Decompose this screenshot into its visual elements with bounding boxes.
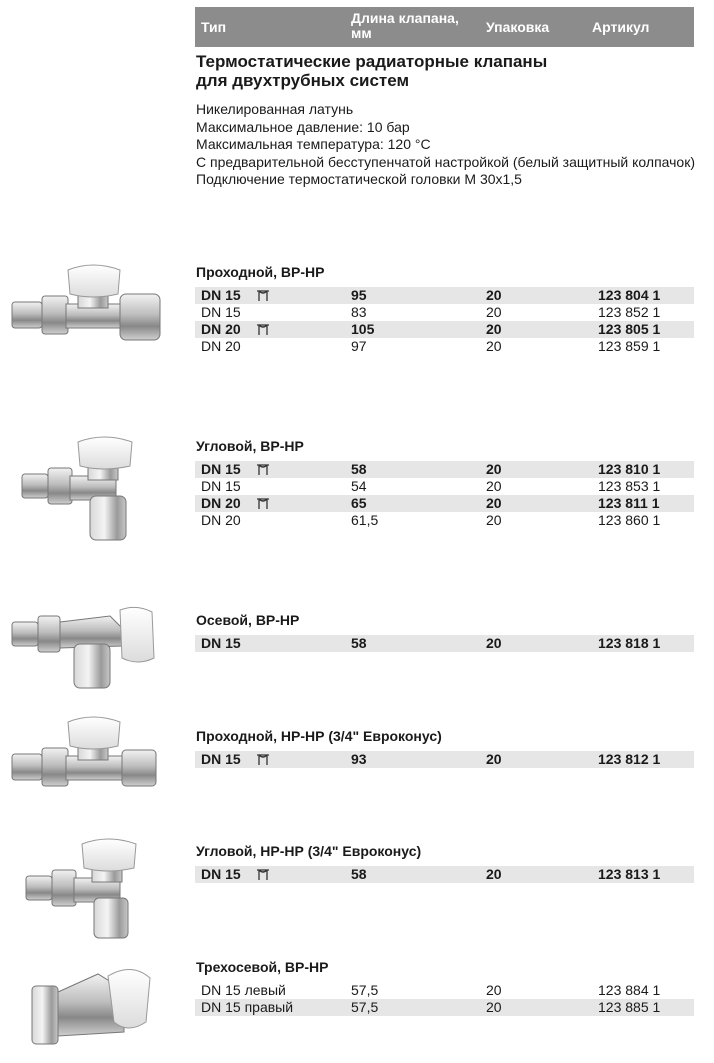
table-row	[195, 635, 694, 652]
table-row	[195, 866, 694, 883]
section-straight-nr-nr	[195, 727, 694, 768]
cell-length: 54	[351, 478, 367, 494]
section-three-axis-vr-nr	[195, 958, 694, 1016]
table-row	[195, 999, 694, 1016]
table-row	[195, 478, 694, 495]
cell-dn: DN 15 правый	[201, 999, 294, 1015]
section-title: Угловой, ВР-НР	[196, 438, 304, 454]
cell-article: 123 853 1	[598, 478, 661, 494]
cell-article: 123 804 1	[598, 287, 661, 303]
angle-valve-image	[18, 432, 148, 544]
section-angle-nr-nr	[195, 842, 694, 883]
header-type: Тип	[201, 19, 227, 35]
cell-article: 123 813 1	[598, 866, 661, 882]
service-kit-icon	[256, 323, 270, 336]
cell-package: 20	[486, 495, 502, 511]
service-kit-icon	[256, 289, 270, 302]
cell-article: 123 852 1	[598, 304, 661, 320]
service-kit-icon	[256, 753, 270, 766]
cell-package: 20	[486, 751, 502, 767]
cell-article: 123 860 1	[598, 512, 661, 528]
spec-line: С предварительной бесступенчатой настройкой (белый защитный колпачок)	[196, 153, 695, 170]
table-row	[195, 982, 694, 999]
service-kit-icon	[256, 463, 270, 476]
cell-length: 58	[351, 635, 367, 651]
cell-dn: DN 15	[201, 304, 241, 320]
cell-dn: DN 20	[201, 321, 241, 337]
cell-dn: DN 20	[201, 338, 241, 354]
three-axis-valve-image	[28, 962, 158, 1062]
service-kit-icon	[256, 868, 270, 881]
cell-article: 123 805 1	[598, 321, 661, 337]
table-row	[195, 751, 694, 768]
header-package: Упаковка	[486, 19, 550, 35]
spec-line: Максимальное давление: 10 бар	[196, 118, 410, 135]
spec-line: Максимальная температура: 120 °C	[196, 136, 431, 152]
section-angle-vr-nr	[195, 437, 694, 529]
cell-package: 20	[486, 635, 502, 651]
cell-package: 20	[486, 338, 502, 354]
table-row	[195, 338, 694, 355]
cell-dn: DN 15	[201, 461, 241, 477]
cell-dn: DN 20	[201, 512, 241, 528]
cell-length: 57,5	[351, 982, 379, 998]
section-title: Угловой, НР-НР (3/4" Евроконус)	[196, 843, 422, 859]
section-straight-vr-nr	[195, 263, 694, 355]
cell-article: 123 884 1	[598, 982, 661, 998]
axial-valve-image	[10, 600, 160, 695]
service-kit-icon	[256, 497, 270, 510]
cell-dn: DN 15 левый	[201, 982, 286, 998]
section-title: Проходной, НР-НР (3/4" Евроконус)	[196, 728, 442, 744]
cell-dn: DN 15	[201, 287, 241, 303]
table-row	[195, 512, 694, 529]
cell-length: 58	[351, 866, 367, 882]
cell-length: 95	[351, 287, 367, 303]
cell-article: 123 818 1	[598, 635, 661, 651]
cell-package: 20	[486, 321, 502, 337]
cell-length: 97	[351, 338, 367, 354]
cell-length: 105	[351, 321, 375, 337]
cell-package: 20	[486, 304, 502, 320]
cell-length: 93	[351, 751, 367, 767]
cell-length: 58	[351, 461, 367, 477]
cell-article: 123 811 1	[598, 495, 660, 511]
header-article: Артикул	[592, 19, 650, 35]
section-title: Трехосевой, ВР-НР	[196, 959, 329, 975]
section-axial-vr-nr	[195, 611, 694, 652]
header-length: Длина клапана, мм	[351, 10, 459, 41]
section-title: Проходной, ВР-НР	[196, 264, 325, 280]
angle-euroconus-valve-image	[22, 836, 152, 944]
cell-dn: DN 20	[201, 495, 241, 511]
cell-package: 20	[486, 982, 502, 998]
cell-package: 20	[486, 287, 502, 303]
cell-package: 20	[486, 461, 502, 477]
section-title: Осевой, ВР-НР	[196, 612, 300, 628]
page-title	[196, 52, 696, 90]
specs-list	[196, 101, 714, 189]
cell-package: 20	[486, 999, 502, 1015]
cell-article: 123 810 1	[598, 461, 661, 477]
table-row	[195, 304, 694, 321]
cell-length: 65	[351, 495, 367, 511]
spec-line: Никелированная латунь	[196, 101, 354, 117]
page-title-line-1: Термостатические радиаторные клапаны	[196, 52, 548, 71]
cell-article: 123 885 1	[598, 999, 661, 1015]
table-row	[195, 495, 694, 512]
cell-package: 20	[486, 512, 502, 528]
table-row	[195, 321, 694, 338]
cell-package: 20	[486, 478, 502, 494]
cell-length: 61,5	[351, 512, 379, 528]
cell-dn: DN 15	[201, 751, 241, 767]
cell-article: 123 859 1	[598, 338, 661, 354]
cell-length: 57,5	[351, 999, 379, 1015]
straight-valve-image	[8, 258, 168, 358]
spec-line: Подключение термостатической головки М 30x1,5	[196, 171, 522, 187]
table-row	[195, 287, 694, 304]
cell-package: 20	[486, 866, 502, 882]
table-row	[195, 461, 694, 478]
cell-dn: DN 15	[201, 866, 241, 882]
page-title-line-2: для двухтрубных систем	[196, 71, 410, 90]
cell-dn: DN 15	[201, 635, 241, 651]
table-header	[195, 7, 694, 47]
cell-length: 83	[351, 304, 367, 320]
cell-dn: DN 15	[201, 478, 241, 494]
cell-article: 123 812 1	[598, 751, 661, 767]
straight-euroconus-valve-image	[8, 710, 168, 810]
